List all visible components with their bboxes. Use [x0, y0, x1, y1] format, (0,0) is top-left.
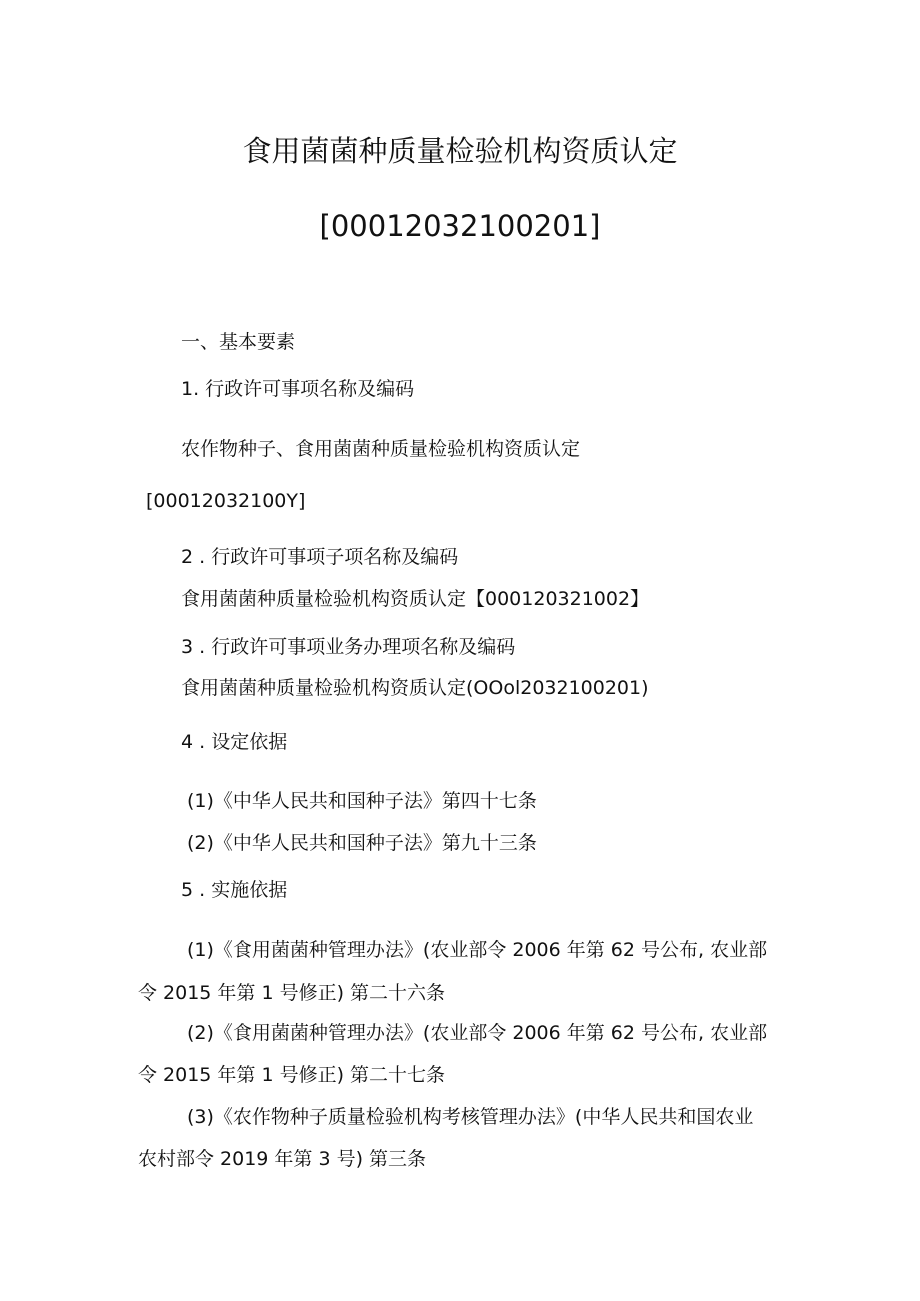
item4-basis1: (1)《中华人民共和国种子法》第四十七条: [187, 790, 537, 812]
item5-basis3-line2: 农村部令 2019 年第 3 号) 第三条: [138, 1148, 427, 1170]
item5-basis3-line1: (3)《农作物种子质量检验机构考核管理办法》(中华人民共和国农业: [187, 1106, 754, 1128]
item5-basis2-line2: 令 2015 年第 1 号修正) 第二十七条: [138, 1064, 446, 1086]
item3-text: 食用菌菌种质量检验机构资质认定(OOol2032100201): [181, 677, 649, 699]
document-code: [00012032100201]: [319, 209, 601, 243]
item3-heading: 3 . 行政许可事项业务办理项名称及编码: [181, 636, 516, 658]
item5-basis1-line1: (1)《食用菌菌种管理办法》(农业部令 2006 年第 62 号公布, 农业部: [187, 939, 768, 961]
item5-basis2-line1: (2)《食用菌菌种管理办法》(农业部令 2006 年第 62 号公布, 农业部: [187, 1022, 768, 1044]
item5-heading: 5 . 实施依据: [181, 879, 288, 901]
item5-basis1-line2: 令 2015 年第 1 号修正) 第二十六条: [138, 982, 446, 1004]
section-heading: 一、基本要素: [181, 331, 296, 353]
item2-heading: 2 . 行政许可事项子项名称及编码: [181, 546, 459, 568]
item1-text: 农作物种子、食用菌菌种质量检验机构资质认定: [181, 438, 581, 460]
item1-heading: 1. 行政许可事项名称及编码: [181, 378, 415, 400]
item4-heading: 4 . 设定依据: [181, 731, 288, 753]
item1-code: [00012032100Y]: [146, 490, 306, 512]
item2-text: 食用菌菌种质量检验机构资质认定【000120321002】: [181, 588, 650, 610]
item4-basis2: (2)《中华人民共和国种子法》第九十三条: [187, 832, 537, 854]
document-title: 食用菌菌种质量检验机构资质认定: [242, 134, 678, 168]
